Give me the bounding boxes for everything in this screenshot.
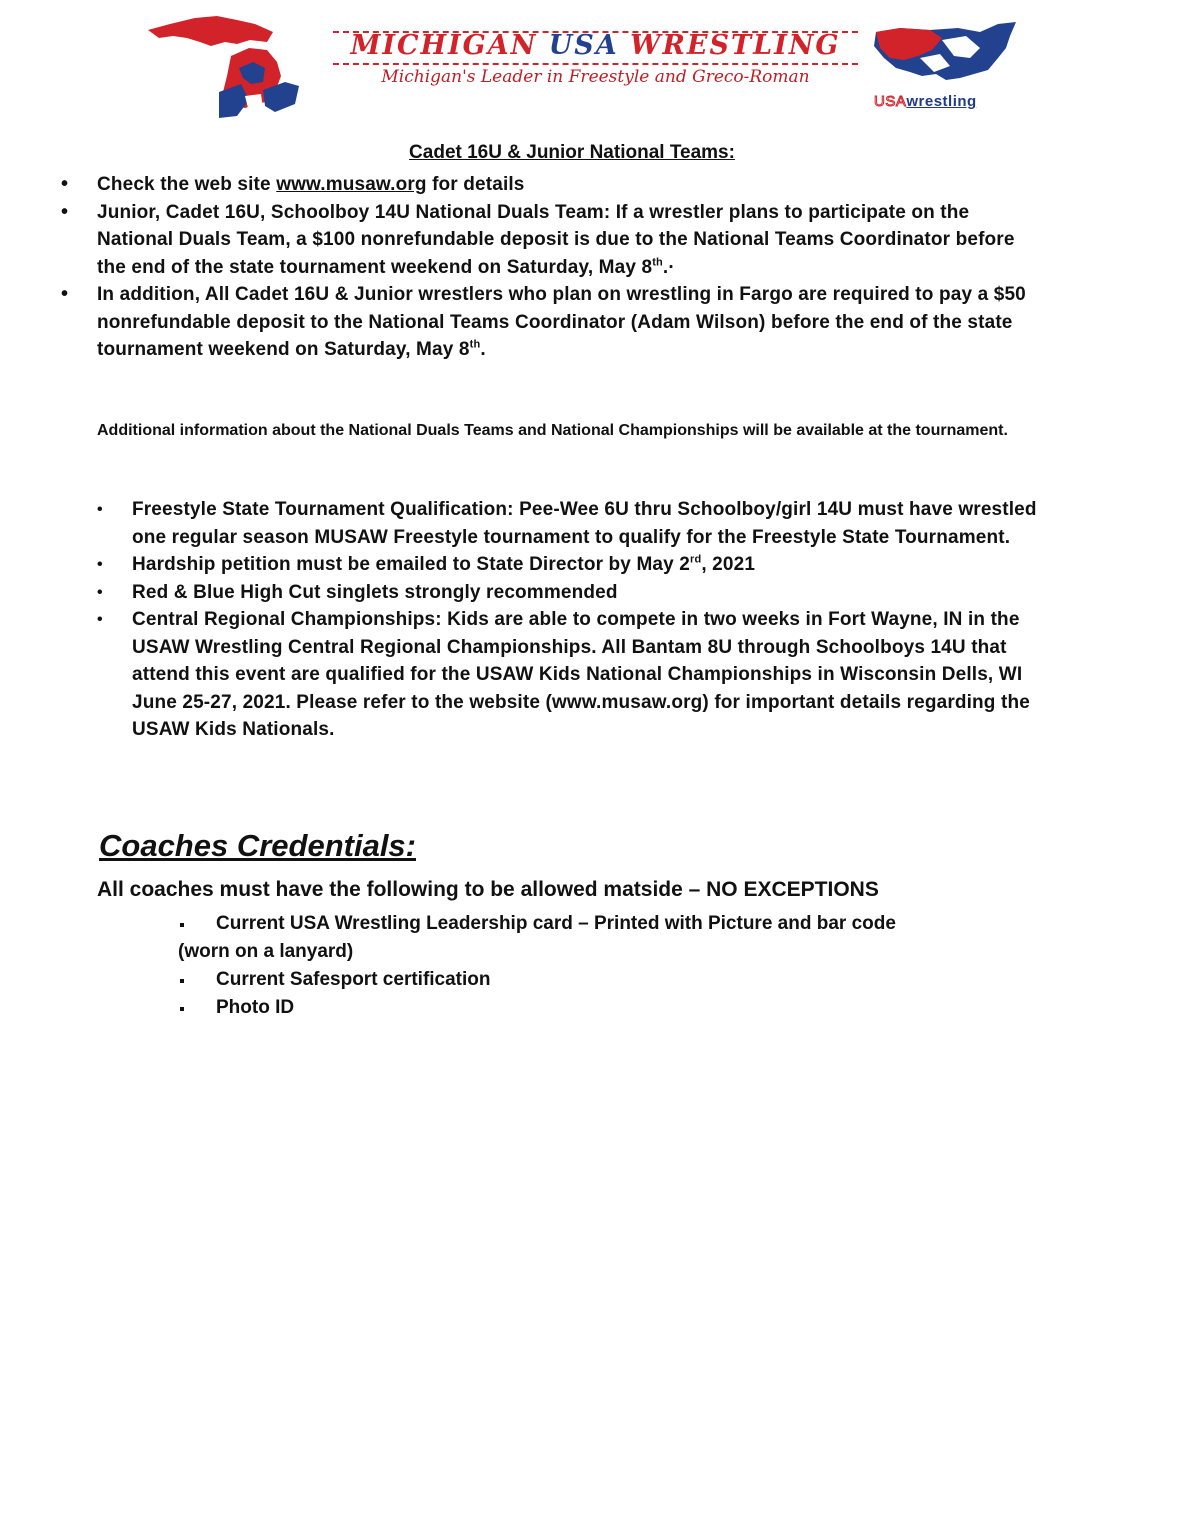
tournament-notes-list [97,496,1057,744]
note-text: Hardship petition must be emailed to State Director by May 2 [132,554,691,575]
additional-info: Additional information about the National Duals Teams and National Championships will be available at the tournament. [97,422,1008,439]
list-item [97,496,1057,551]
note-text: , 2021 [701,554,756,575]
brand-wrestling: WRESTLING [630,30,841,61]
ordinal-suffix: rd [690,553,702,566]
list-item [55,281,1035,364]
section-title-national-teams: Cadet 16U & Junior National Teams: [409,142,735,163]
usa-wrestling-wordmark [874,93,977,110]
brand-title [333,30,858,62]
bullet-text: for details [426,174,525,195]
list-item [178,994,1048,1022]
brand-tagline: Michigan's Leader in Freestyle and Greco-Roman [381,67,810,87]
credential-text: Current Safesport certification [216,969,491,990]
usa-wordmark-usa: USA [874,93,907,110]
usa-map-logo [870,18,1020,90]
list-item [55,171,1035,199]
bullet-text: . [480,339,486,360]
page-header [0,0,1184,130]
note-text: Red & Blue High Cut singlets strongly recommended [132,581,618,603]
usa-wordmark-wrestling: wrestling [906,93,977,110]
credential-text-continued: (worn on a lanyard) [178,941,354,962]
bullet-text: In addition, All Cadet 16U & Junior wrestlers who plan on wrestling in Fargo are required to pay a $50 nonrefundable deposit to the National Teams Coordinator (Adam Wilson) before the end of the state tournament weekend on Saturday, May 8 [97,284,1026,360]
bullet-text: Junior, Cadet 16U, Schoolboy 14U National Duals Team: If a wrestler plans to participate on the National Duals Team, a $100 nonrefundable deposit is due to the National Teams Coordinator before the end of the state tournament weekend on Saturday, May 8 [97,201,1015,278]
note-text: Central Regional Championships: Kids are able to compete in two weeks in Fort Wayne, IN in the USAW Wrestling Central Regional Championships. All Bantam 8U through Schoolboys 14U that attend this event are qualified for the USAW Kids National Championships in Wisconsin Dells, WI June 25-27, 2021. Please refer to the website (www.musaw.org) for important details regarding the USAW Kids Nationals. [132,609,1030,740]
list-item [97,579,1057,607]
ordinal-suffix: th [652,256,663,269]
list-item [97,606,1057,744]
brand-usa: USA [548,30,619,61]
brand-rule-bottom [333,63,858,65]
credentials-list [178,910,1048,1022]
coaches-intro: All coaches must have the following to be allowed matside – NO EXCEPTIONS [97,878,879,901]
brand-michigan: MICHIGAN [350,30,538,61]
list-item [178,910,1048,966]
list-item [55,199,1035,282]
bullet-text: .· [662,256,675,278]
credential-text: Photo ID [216,997,295,1018]
ordinal-suffix: th [469,338,481,351]
michigan-map-logo [145,12,315,122]
list-item [97,551,1057,579]
credential-text: Current USA Wrestling Leadership card – Printed with Picture and bar code [216,913,896,934]
list-item [178,966,1048,994]
coaches-heading: Coaches Credentials: [99,828,416,863]
national-teams-list [55,171,1035,364]
note-text: Freestyle State Tournament Qualification: Pee-Wee 6U thru Schoolboy/girl 14U must have wrestled one regular season MUSAW Freestyle tournament to qualify for the Freestyle State Tournament. [132,499,1037,548]
bullet-text: Check the web site [97,174,277,195]
musaw-link[interactable]: www.musaw.org [276,174,427,195]
